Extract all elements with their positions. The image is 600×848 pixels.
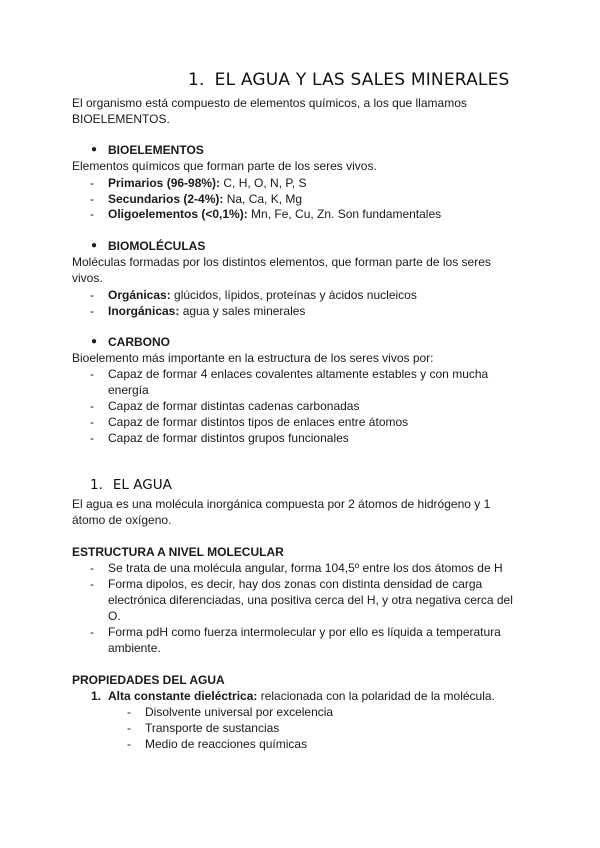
propiedades-heading: PROPIEDADES DEL AGUA <box>72 673 225 687</box>
carbono-heading: CARBONO <box>108 335 170 349</box>
estructura-item-2-line-3: O. <box>108 609 121 623</box>
dash-icon: - <box>90 561 94 575</box>
estructura-item-2-line-1: Forma dipolos, es decir, hay dos zonas con distinta densidad de carga <box>108 577 483 591</box>
item-label: Oligoelementos (<0,1%): <box>108 207 248 221</box>
dash-icon: - <box>90 415 94 429</box>
dash-icon: - <box>127 737 131 751</box>
list-item-primarios <box>108 175 307 191</box>
propiedades-subitem-1: Disolvente universal por excelencia <box>145 705 334 719</box>
biomoleculas-desc-1: Moléculas formadas por los distintos elementos, que forman parte de los seres <box>72 255 491 269</box>
dash-icon: - <box>90 176 94 190</box>
title-number: 1. <box>188 70 205 90</box>
dash-icon: - <box>90 207 94 221</box>
item-label: Orgánicas: <box>108 288 171 302</box>
bioelementos-desc: Elementos químicos que forman parte de los seres vivos. <box>72 159 377 173</box>
list-item-inorganicas <box>108 303 305 319</box>
bullet-icon: ● <box>91 144 98 155</box>
estructura-item-1: Se trata de una molécula angular, forma 104,5º entre los dos átomos de H <box>108 561 503 575</box>
propiedades-item-1 <box>108 688 495 704</box>
item-label: Secundarios (2-4%): <box>108 192 224 206</box>
item-label: Primarios (96-98%): <box>108 176 221 190</box>
list-item-secundarios <box>108 191 302 207</box>
estructura-heading: ESTRUCTURA A NIVEL MOLECULAR <box>72 545 284 559</box>
item-text: Mn, Fe, Cu, Zn. Son fundamentales <box>247 207 442 221</box>
estructura-item-2-line-2: electrónica diferenciadas, una positiva cerca del H, y otra negativa cerca del <box>108 593 513 607</box>
carbono-item-3: Capaz de formar distintos tipos de enlaces entre átomos <box>108 415 409 429</box>
bullet-icon: ● <box>91 240 98 251</box>
propiedades-subitem-2: Transporte de sustancias <box>145 721 280 735</box>
section-number: 1. <box>90 477 103 493</box>
item-label: Alta constante dieléctrica: <box>108 689 258 703</box>
carbono-item-1-line-2: energía <box>108 383 149 397</box>
carbono-desc: Bioelemento más importante en la estructura de los seres vivos por: <box>72 351 434 365</box>
bioelementos-heading: BIOELEMENTOS <box>108 143 204 157</box>
biomoleculas-desc-2: vivos. <box>72 271 103 285</box>
estructura-item-3-line-1: Forma pdH como fuerza intermolecular y por ello es líquida a temperatura <box>108 625 501 639</box>
item-text: relacionada con la polaridad de la molécula. <box>257 689 495 703</box>
dash-icon: - <box>90 288 94 302</box>
estructura-item-3-line-2: ambiente. <box>108 641 161 655</box>
carbono-item-1-line-1: Capaz de formar 4 enlaces covalentes altamente estables y con mucha <box>108 367 489 381</box>
carbono-item-2: Capaz de formar distintas cadenas carbonadas <box>108 399 360 413</box>
item-text: C, H, O, N, P, S <box>220 176 307 190</box>
item-label: Inorgánicas: <box>108 304 180 318</box>
item-text: glúcidos, lípidos, proteínas y ácidos nucleicos <box>170 288 417 302</box>
dash-icon: - <box>90 367 94 381</box>
dash-icon: - <box>90 431 94 445</box>
list-item-organicas <box>108 287 417 303</box>
biomoleculas-heading: BIOMOLÉCULAS <box>108 239 206 253</box>
propiedades-item-number: 1. <box>91 689 102 703</box>
item-text: Na, Ca, K, Mg <box>223 192 303 206</box>
item-text: agua y sales minerales <box>179 304 306 318</box>
dash-icon: - <box>90 192 94 206</box>
dash-icon: - <box>127 705 131 719</box>
dash-icon: - <box>90 577 94 591</box>
bullet-icon: ● <box>91 336 98 347</box>
agua-desc-1: El agua es una molécula inorgánica compuesta por 2 átomos de hidrógeno y 1 <box>72 497 491 511</box>
section-heading: EL AGUA <box>112 477 172 493</box>
agua-desc-2: átomo de oxígeno. <box>72 513 172 527</box>
dash-icon: - <box>90 399 94 413</box>
dash-icon: - <box>90 304 94 318</box>
dash-icon: - <box>127 721 131 735</box>
page-title <box>188 70 510 90</box>
title-text: EL AGUA Y LAS SALES MINERALES <box>214 70 510 90</box>
intro-line-2: BIOELEMENTOS. <box>72 112 170 126</box>
list-item-oligoelementos <box>108 206 441 222</box>
propiedades-subitem-3: Medio de reacciones químicas <box>145 737 308 751</box>
intro-line-1: El organismo está compuesto de elementos químicos, a los que llamamos <box>72 96 467 110</box>
section-title-agua <box>90 477 172 493</box>
carbono-item-4: Capaz de formar distintos grupos funcionales <box>108 431 349 445</box>
dash-icon: - <box>90 625 94 639</box>
